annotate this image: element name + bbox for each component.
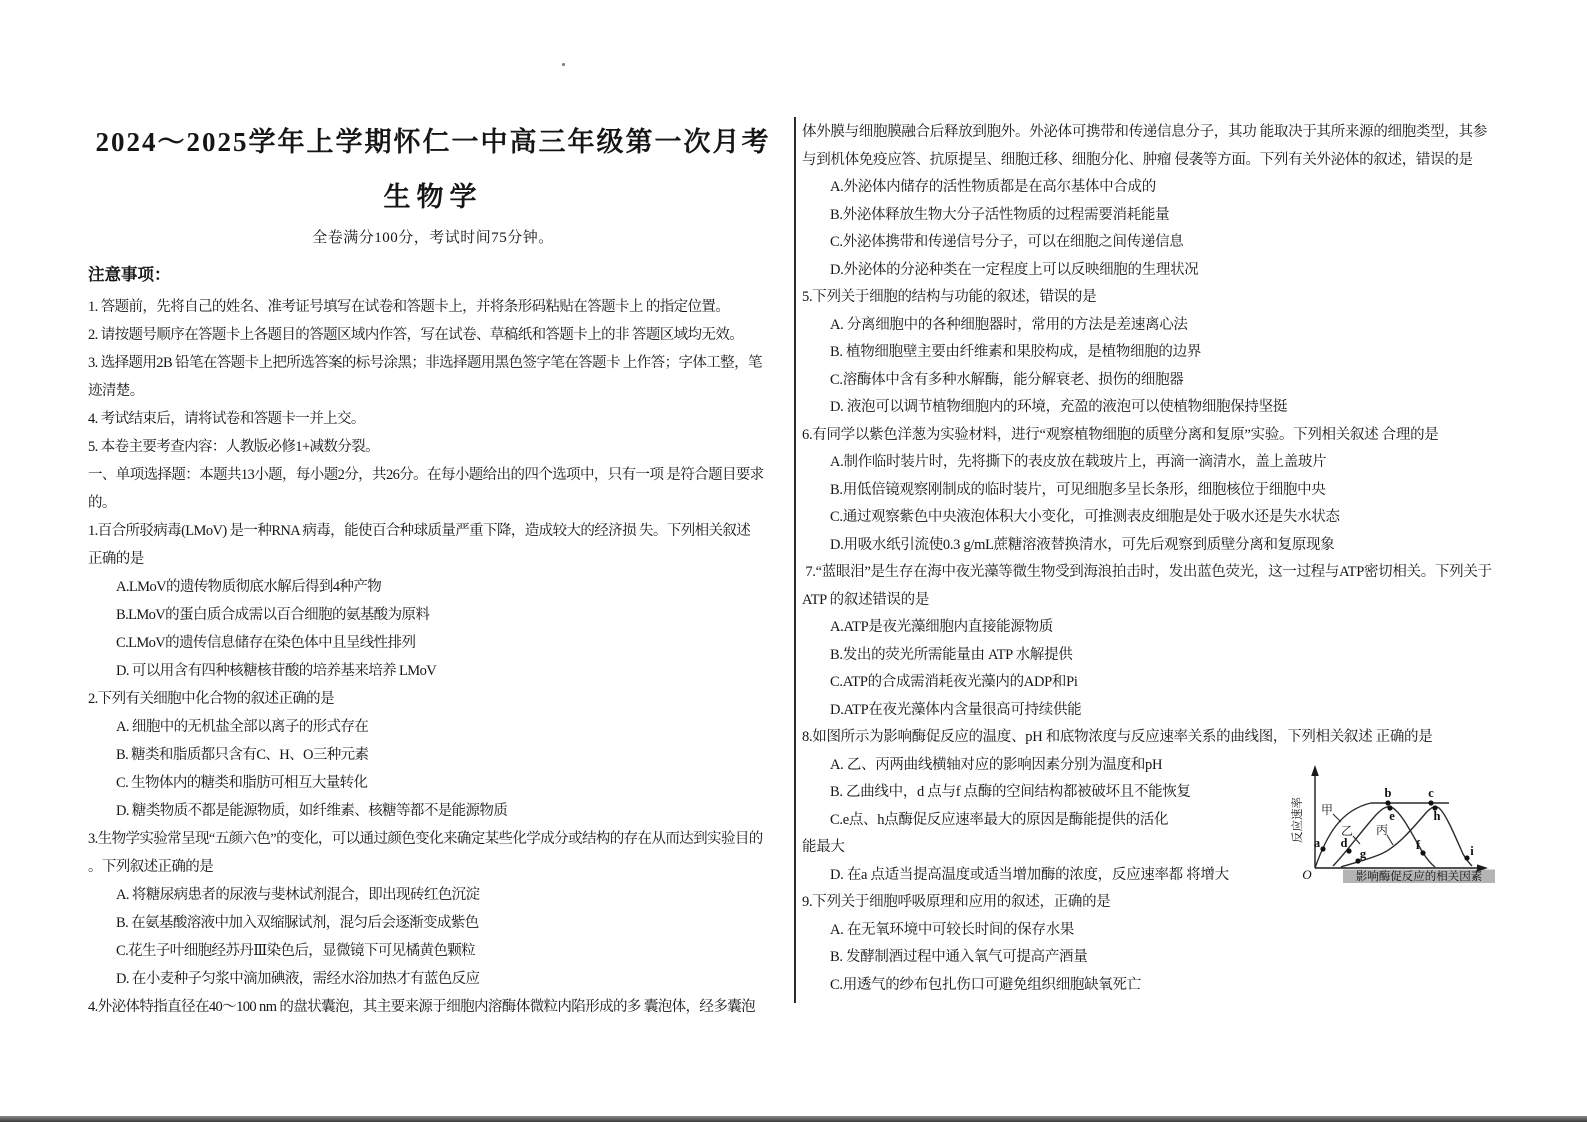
text-line: 1. 答题前，先将自己的姓名、准考证号填写在试卷和答题卡上，并将条形码粘贴在答题卡上 的指定位置。 [88,299,730,315]
text-line: B.外泌体释放生物大分子活性物质的过程需要消耗能量 [830,206,1170,223]
notice-heading: 注意事项： [88,266,171,284]
text-line: 3.生物学实验常呈现“五颜六色”的变化，可以通过颜色变化来确定某些化学成分或结构的存在从而达到实验目的 [88,831,763,847]
text-line: C. 生物体内的糖类和脂肪可相互大量转化 [116,775,368,791]
chart-point-a [1320,846,1325,851]
text-line: 体外膜与细胞膜融合后释放到胞外。外泌体可携带和传递信息分子，其功 能取决于其所来源的细胞类型，其参 [802,124,1487,140]
column-divider [794,117,796,1003]
curve-label-jia: 甲 [1320,803,1334,817]
text-line: D.ATP在夜光藻体内含量很高可持续供能 [830,701,1082,718]
point-label-d: d [1340,836,1348,850]
point-label-a: a [1313,836,1321,850]
x-axis-label: 影响酶促反应的相关因素 [1355,871,1483,883]
text-line: 2. 请按题号顺序在答题卡上各题目的答题区域内作答，写在试卷、草稿纸和答题卡上的非 答题区域均无效。 [88,327,744,343]
text-line: 9.下列关于细胞呼吸原理和应用的叙述，正确的是 [802,894,1111,910]
point-label-i: i [1470,844,1474,858]
point-label-f: f [1415,838,1421,852]
text-line: B. 发酵制酒过程中通入氧气可提高产酒量 [830,949,1088,965]
chart-point-b [1385,800,1390,805]
text-line: B.LMoV的蛋白质合成需以百合细胞的氨基酸为原料 [116,607,430,623]
text-line: C.LMoV的遗传信息储存在染色体中且呈线性排列 [116,635,416,651]
text-line: 一、单项选择题：本题共13小题，每小题2分，共26分。在每小题给出的四个选项中，只有一项 是符合题目要求 [88,467,764,483]
text-line: D. 可以用含有四种核糖核苷酸的培养基来培养 LMoV [116,663,437,679]
scan-edge-bar [0,1116,1587,1122]
text-line: D.外泌体的分泌种类在一定程度上可以反映细胞的生理状况 [830,261,1199,278]
text-line: C.花生子叶细胞经苏丹Ⅲ染色后，显微镜下可见橘黄色颗粒 [116,943,476,959]
text-line: D. 在a 点适当提高温度或适当增加酶的浓度，反应速率都 将增大 [830,866,1229,883]
point-label-e: e [1389,809,1395,823]
text-line: C.e点、h点酶促反应速率最大的原因是酶能提供的活化 [830,811,1169,828]
text-line: A.ATP是夜光藻细胞内直接能源物质 [830,619,1053,635]
curve-label-bing: 丙 [1375,823,1389,837]
scan-artifact-dot [562,63,565,66]
text-line: B. 植物细胞壁主要由纤维素和果胶构成，是植物细胞的边界 [830,344,1202,360]
text-line: 的。 [88,495,116,511]
text-line: 。下列叙述正确的是 [88,859,214,875]
text-line: 3. 选择题用2B 铅笔在答题卡上把所选答案的标号涂黑；非选择题用黑色签字笔在答题卡 上作答；字体工整，笔 [88,355,762,371]
text-line: A. 将糖尿病患者的尿液与斐林试剂混合，即出现砖红色沉淀 [116,887,480,903]
text-line: 与到机体免疫应答、抗原提呈、细胞迁移、细胞分化、肿瘤 侵袭等方面。下列有关外泌体的叙述，错误的是 [802,151,1473,168]
text-line: A.外泌体内储存的活性物质都是在高尔基体中合成的 [830,179,1156,195]
enzyme-reaction-rate-chart [1283,756,1575,886]
text-line: D.用吸水纸引流使0.3 g/mL蔗糖溶液替换清水，可先后观察到质壁分离和复原现象 [830,536,1335,553]
chart-point-i [1464,855,1469,860]
text-line: D. 在小麦种子匀浆中滴加碘液，需经水浴加热才有蓝色反应 [116,971,480,987]
text-line: 6.有同学以紫色洋葱为实验材料，进行“观察植物细胞的质壁分离和复原”实验。下列相关叙述 合理的是 [802,426,1439,443]
text-line: C.通过观察紫色中央液泡体积大小变化，可推测表皮细胞是处于吸水还是失水状态 [830,509,1340,525]
point-label-g: g [1359,847,1367,861]
origin-label: O [1302,867,1312,882]
paper-title: 2024～2025学年上学期怀仁一中高三年级第一次月考 [95,127,771,157]
curve-label-yi: 乙 [1340,824,1354,838]
point-label-h: h [1433,809,1441,823]
text-line: C.溶酶体中含有多种水解酶，能分解衰老、损伤的细胞器 [830,371,1184,388]
paper-subject: 生物学 [383,182,483,212]
text-line: 7.“蓝眼泪”是生存在海中夜光藻等微生物受到海浪拍击时，发出蓝色荧光，这一过程与ATP密切相关。下列关于 [802,564,1492,580]
text-line: 2.下列有关细胞中化合物的叙述正确的是 [88,691,334,707]
jia-leader-line [1333,814,1341,822]
text-line: B. 糖类和脂质都只含有C、H、O三种元素 [116,747,369,763]
text-line: 8.如图所示为影响酶促反应的温度、pH 和底物浓度与反应速率关系的曲线图，下列相关叙述 正确的是 [802,729,1433,745]
text-line: D. 糖类物质不都是能源物质，如纤维素、核糖等都不是能源物质 [116,803,508,819]
text-line: D. 液泡可以调节植物细胞内的环境，充盈的液泡可以使植物细胞保持坚挺 [830,399,1288,415]
text-line: A. 细胞中的无机盐全部以离子的形式存在 [116,719,369,735]
point-label-b: b [1384,786,1392,800]
text-line: A. 乙、丙两曲线横轴对应的影响因素分别为温度和pH [830,756,1163,773]
text-line: 迹清楚。 [88,383,144,399]
text-line: 能最大 [802,839,845,855]
text-line: ATP 的叙述错误的是 [802,591,930,608]
y-axis-label: 反应速率 [1292,797,1304,843]
text-line: C.ATP的合成需消耗夜光藻内的ADP和Pi [830,674,1078,690]
chart-point-c [1428,800,1433,805]
exam-info: 全卷满分100分，考试时间75分钟。 [312,230,554,246]
text-line: C.用透气的纱布包扎伤口可避免组织细胞缺氧死亡 [830,976,1141,993]
point-label-c: c [1428,786,1434,800]
chart-point-f [1420,850,1425,855]
left-column [88,122,778,1021]
text-line: C.外泌体携带和传递信号分子，可以在细胞之间传递信息 [830,234,1184,250]
text-line: 1.百合所驳病毒(LMoV) 是一种RNA 病毒，能使百合种球质量严重下降，造成较大的经济损 失。下列相关叙述 [88,523,751,539]
text-line: B.用低倍镜观察刚制成的临时装片，可见细胞多呈长条形，细胞核位于细胞中央 [830,481,1326,498]
text-line: 5.下列关于细胞的结构与功能的叙述，错误的是 [802,289,1097,305]
text-line: 正确的是 [88,551,144,567]
text-line: A. 分离细胞中的各种细胞器时，常用的方法是差速离心法 [830,316,1188,333]
text-line: 5. 本卷主要考查内容：人教版必修1+减数分裂。 [88,439,380,455]
y-axis-arrow-icon [1311,765,1319,776]
text-line: B. 在氨基酸溶液中加入双缩脲试剂，混匀后会逐渐变成紫色 [116,915,479,931]
text-line: 4.外泌体特指直径在40～100 nm 的盘状囊泡，其主要来源于细胞内溶酶体微粒内陷形成的多 囊泡体，经多囊泡 [88,999,756,1015]
text-line: A.LMoV的遗传物质彻底水解后得到4种产物 [116,579,382,595]
left-column-text [88,293,778,1021]
text-line: B.发出的荧光所需能量由 ATP 水解提供 [830,646,1073,663]
text-line: A.制作临时装片时，先将撕下的表皮放在载玻片上，再滴一滴清水，盖上盖玻片 [830,454,1327,470]
text-line: 4. 考试结束后，请将试卷和答题卡一并上交。 [88,411,365,427]
text-line: A. 在无氧环境中可较长时间的保存水果 [830,921,1075,938]
text-line: B. 乙曲线中，d 点与f 点酶的空间结构都被破坏且不能恢复 [830,784,1191,800]
